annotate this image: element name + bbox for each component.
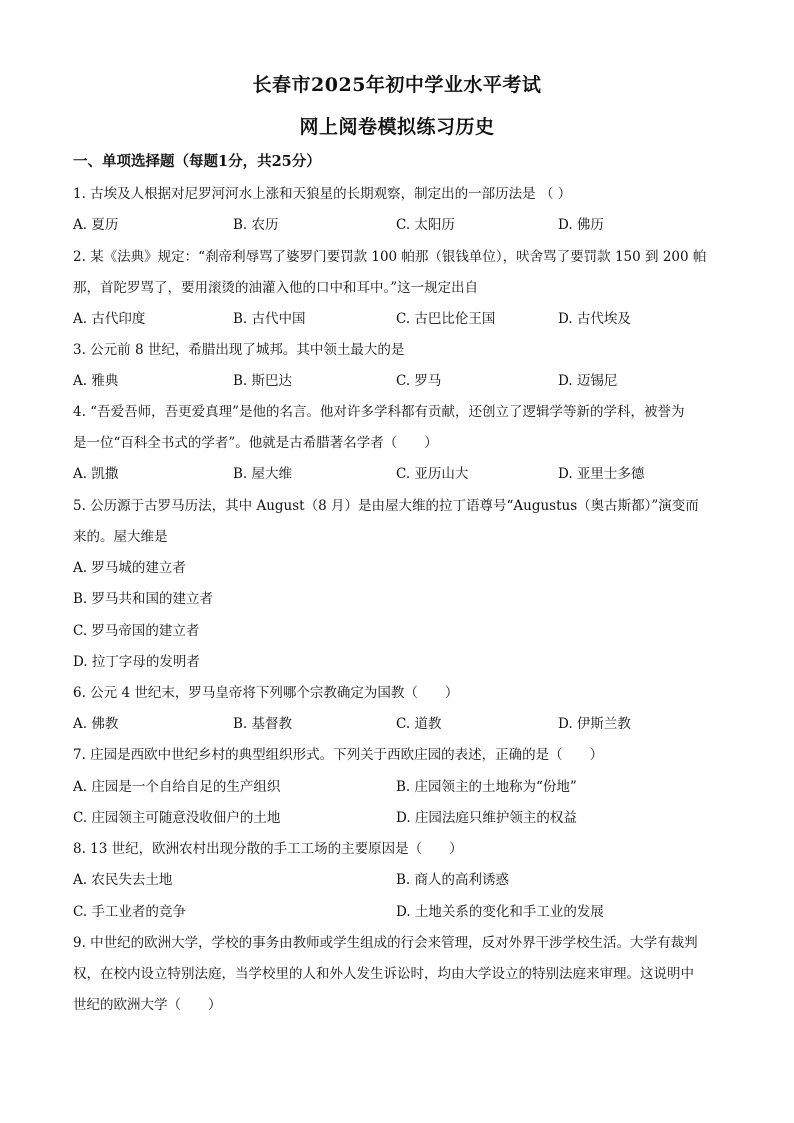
question-6-option-a: A. 佛教 (73, 716, 119, 732)
question-3-option-d: D. 迈锡尼 (558, 373, 618, 389)
question-2-option-a: A. 古代印度 (73, 311, 146, 327)
question-7-option-d: D. 庄园法庭只维护领主的权益 (396, 810, 577, 826)
question-7-option-b: B. 庄园领主的土地称为“份地” (396, 779, 577, 795)
question-5-option-b: B. 罗马共和国的建立者 (73, 591, 214, 607)
question-2-stem-line-2: 那，首陀罗骂了，要用滚烫的油灌入他的口中和耳中。”这一规定出自 (73, 280, 479, 296)
question-7-option-a: A. 庄园是一个自给自足的生产组织 (73, 779, 281, 795)
question-4-option-c: C. 亚历山大 (396, 466, 469, 482)
question-4-option-a: A. 凯撒 (73, 466, 119, 482)
question-5-option-c: C. 罗马帝国的建立者 (73, 623, 200, 639)
question-6-option-d: D. 伊斯兰教 (558, 716, 631, 732)
question-6-option-b: B. 基督教 (233, 716, 293, 732)
question-3-option-c: C. 罗马 (396, 373, 442, 389)
question-2-option-c: C. 古巴比伦王国 (396, 311, 496, 327)
exam-subtitle: 网上阅卷模拟练习历史 (299, 116, 495, 138)
question-1-option-b: B. 农历 (233, 217, 279, 233)
question-1-option-c: C. 太阳历 (396, 217, 455, 233)
question-8-option-b: B. 商人的高利诱惑 (396, 872, 510, 888)
question-3-stem: 3. 公元前 8 世纪，希腊出现了城邦。其中领土最大的是 (73, 342, 405, 358)
question-4-stem-line-2: 是一位“百科全书式的学者”。他就是古希腊著名学者（ ） (73, 435, 438, 451)
question-7-stem: 7. 庄园是西欧中世纪乡村的典型组织形式。下列关于西欧庄园的表述，正确的是（ ） (73, 747, 604, 763)
question-1-option-a: A. 夏历 (73, 217, 119, 233)
question-6-option-c: C. 道教 (396, 716, 442, 732)
exam-title: 长春市2025年初中学业水平考试 (252, 74, 542, 96)
question-1-stem: 1. 古埃及人根据对尼罗河河水上涨和天狼星的长期观察，制定出的一部历法是 （ ） (73, 186, 572, 202)
question-9-stem-line-2: 权，在校内设立特别法庭，当学校里的人和外人发生诉讼时，均由大学设立的特别法庭来审理。这说明中 (73, 966, 694, 982)
question-8-option-d: D. 土地关系的变化和手工业的发展 (396, 904, 604, 920)
question-3-option-b: B. 斯巴达 (233, 373, 293, 389)
question-4-option-b: B. 屋大维 (233, 466, 293, 482)
question-5-option-d: D. 拉丁字母的发明者 (73, 654, 200, 670)
question-8-stem: 8. 13 世纪，欧洲农村出现分散的手工工场的主要原因是（ ） (73, 841, 463, 857)
question-3-option-a: A. 雅典 (73, 373, 119, 389)
question-5-stem-line-1: 5. 公历源于古罗马历法，其中 August（8 月）是由屋大维的拉丁语尊号“Augustus（奥古斯都）”演变而 (73, 498, 699, 514)
question-9-stem-line-3: 世纪的欧洲大学（ ） (73, 997, 222, 1013)
question-2-option-d: D. 古代埃及 (558, 311, 631, 327)
question-6-stem: 6. 公元 4 世纪末，罗马皇帝将下列哪个宗教确定为国教（ ） (73, 685, 459, 701)
question-2-stem-line-1: 2. 某《法典》规定：“刹帝利辱骂了婆罗门要罚款 100 帕那（银钱单位），吠舍骂了要罚款 150 到 200 帕 (73, 249, 707, 265)
question-1-option-d: D. 佛历 (558, 217, 604, 233)
question-4-stem-line-1: 4. “吾爱吾师，吾更爱真理”是他的名言。他对许多学科都有贡献，还创立了逻辑学等新的学科，被誉为 (73, 404, 685, 420)
question-8-option-c: C. 手工业者的竞争 (73, 904, 186, 920)
question-9-stem-line-1: 9. 中世纪的欧洲大学，学校的事务由教师或学生组成的行会来管理，反对外界干涉学校生活。大学有裁判 (73, 935, 698, 951)
question-8-option-a: A. 农民失去土地 (73, 872, 173, 888)
question-5-stem-line-2: 来的。屋大维是 (73, 529, 168, 545)
question-7-option-c: C. 庄园领主可随意没收佃户的土地 (73, 810, 281, 826)
question-2-option-b: B. 古代中国 (233, 311, 306, 327)
section-heading: 一、单项选择题（每题1分，共25分） (73, 153, 321, 170)
question-5-option-a: A. 罗马城的建立者 (73, 560, 186, 576)
question-4-option-d: D. 亚里士多德 (558, 466, 645, 482)
